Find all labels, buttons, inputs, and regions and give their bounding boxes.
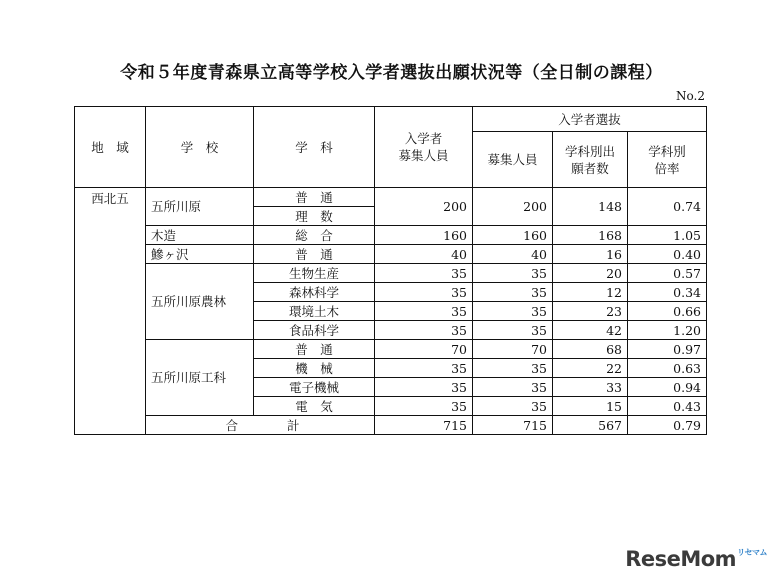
total-label	[146, 416, 375, 435]
ratio-cell: 1.20	[628, 321, 707, 340]
ratio-cell: 0.74	[628, 188, 707, 226]
applicants-cell: 68	[553, 340, 628, 359]
total-applicants: 567	[553, 416, 628, 435]
capacity-cell: 40	[375, 245, 473, 264]
recruit-cell: 35	[473, 378, 553, 397]
applicants-cell: 33	[553, 378, 628, 397]
capacity-cell: 35	[375, 302, 473, 321]
applicants-cell: 168	[553, 226, 628, 245]
total-label-b: 計	[286, 417, 300, 433]
page-title: 令和５年度青森県立高等学校入学者選抜出願状況等（全日制の課程）	[120, 63, 663, 83]
applicants-cell: 15	[553, 397, 628, 416]
ratio-cell: 0.94	[628, 378, 707, 397]
dept-name: 総 合	[254, 226, 375, 245]
capacity-cell: 35	[375, 378, 473, 397]
school-name: 鰺ヶ沢	[146, 245, 254, 264]
school-name: 木造	[146, 226, 254, 245]
recruit-cell: 160	[473, 226, 553, 245]
applicants-cell: 42	[553, 321, 628, 340]
total-recruit: 715	[473, 416, 553, 435]
header-region: 地 域	[75, 107, 146, 188]
page-number: No.2	[676, 89, 705, 103]
applicants-cell: 12	[553, 283, 628, 302]
dept-name: 電子機械	[254, 378, 375, 397]
dept-name: 環境土木	[254, 302, 375, 321]
capacity-cell: 200	[375, 188, 473, 226]
ratio-cell: 0.57	[628, 264, 707, 283]
recruit-cell: 35	[473, 321, 553, 340]
header-dept: 学 科	[254, 107, 375, 188]
capacity-cell: 35	[375, 321, 473, 340]
recruit-cell: 35	[473, 359, 553, 378]
dept-name: 食品科学	[254, 321, 375, 340]
dept-name: 普 通	[254, 188, 375, 207]
application-status-table	[74, 106, 707, 435]
capacity-cell: 70	[375, 340, 473, 359]
recruit-cell: 35	[473, 397, 553, 416]
header-recruit: 募集人員	[473, 132, 553, 188]
capacity-cell: 35	[375, 283, 473, 302]
recruit-cell: 35	[473, 264, 553, 283]
ratio-cell: 0.66	[628, 302, 707, 321]
dept-name: 電 気	[254, 397, 375, 416]
capacity-cell: 35	[375, 397, 473, 416]
applicants-cell: 22	[553, 359, 628, 378]
capacity-cell: 35	[375, 264, 473, 283]
recruit-cell: 35	[473, 283, 553, 302]
recruit-cell: 40	[473, 245, 553, 264]
applicants-cell: 20	[553, 264, 628, 283]
dept-name: 森林科学	[254, 283, 375, 302]
dept-name: 普 通	[254, 245, 375, 264]
header-selection: 入学者選抜	[473, 107, 707, 132]
header-school: 学 校	[146, 107, 254, 188]
school-name: 五所川原農林	[146, 264, 254, 340]
recruit-cell: 200	[473, 188, 553, 226]
applicants-cell: 23	[553, 302, 628, 321]
school-name: 五所川原工科	[146, 340, 254, 416]
total-label-a: 合	[225, 417, 238, 433]
header-ratio: 学科別 倍率	[628, 132, 707, 188]
recruit-cell: 35	[473, 302, 553, 321]
dept-name: 生物生産	[254, 264, 375, 283]
ratio-cell: 0.40	[628, 245, 707, 264]
capacity-cell: 35	[375, 359, 473, 378]
ratio-cell: 0.34	[628, 283, 707, 302]
school-name: 五所川原	[146, 188, 254, 226]
applicants-cell: 16	[553, 245, 628, 264]
dept-name: 機 械	[254, 359, 375, 378]
dept-name: 普 通	[254, 340, 375, 359]
total-ratio: 0.79	[628, 416, 707, 435]
ratio-cell: 0.43	[628, 397, 707, 416]
dept-name: 理 数	[254, 207, 375, 226]
resemom-watermark	[625, 547, 767, 571]
ratio-cell: 1.05	[628, 226, 707, 245]
recruit-cell: 70	[473, 340, 553, 359]
capacity-cell: 160	[375, 226, 473, 245]
total-capacity: 715	[375, 416, 473, 435]
header-applicants: 学科別出 願者数	[553, 132, 628, 188]
watermark-mark: リセマム	[737, 548, 767, 557]
watermark-text: ReseMom	[625, 547, 737, 571]
region-cell: 西北五	[75, 188, 146, 435]
ratio-cell: 0.97	[628, 340, 707, 359]
ratio-cell: 0.63	[628, 359, 707, 378]
header-capacity: 入学者 募集人員	[375, 107, 473, 188]
applicants-cell: 148	[553, 188, 628, 226]
